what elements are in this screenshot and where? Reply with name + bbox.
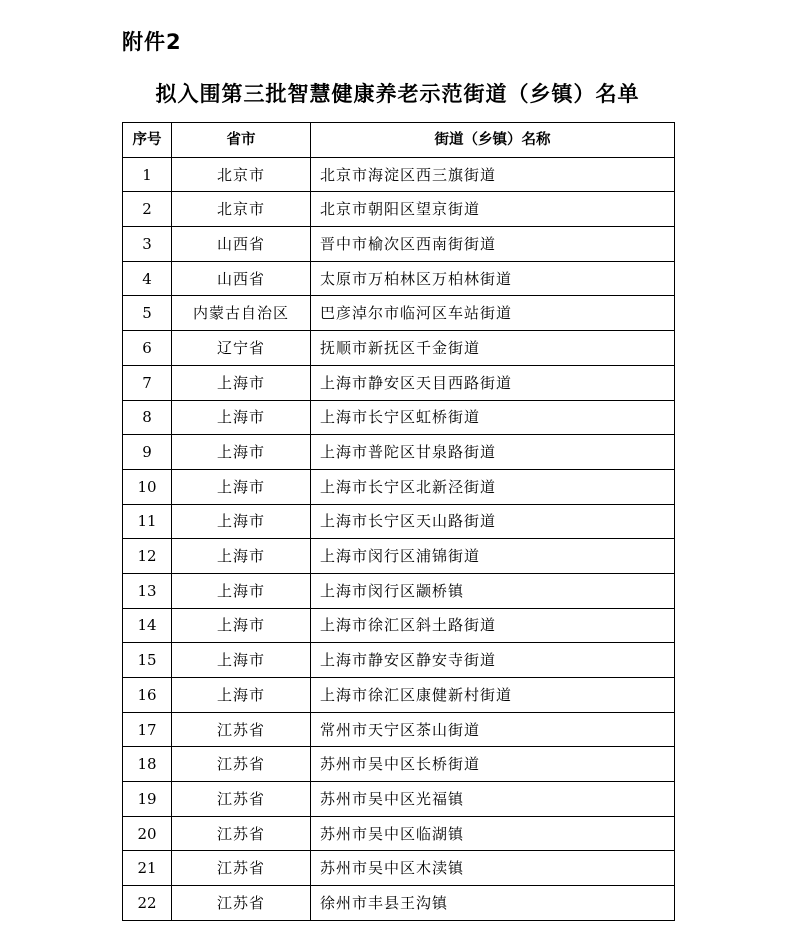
row-street-name: 苏州市吴中区木渎镇: [311, 851, 675, 886]
row-street-name: 上海市闵行区颛桥镇: [311, 573, 675, 608]
row-province: 上海市: [172, 678, 311, 713]
row-number: 8: [123, 400, 172, 435]
row-province: 上海市: [172, 608, 311, 643]
table-header-row: [123, 123, 675, 158]
row-province: 北京市: [172, 192, 311, 227]
table-row: [123, 886, 675, 921]
row-street-name: 抚顺市新抚区千金街道: [311, 331, 675, 366]
table-row: [123, 157, 675, 192]
document-title: 拟入围第三批智慧健康养老示范街道（乡镇）名单: [155, 82, 640, 106]
row-street-name: 上海市静安区静安寺街道: [311, 643, 675, 678]
row-number: 1: [123, 157, 172, 192]
row-province: 江苏省: [172, 886, 311, 921]
row-number: 9: [123, 435, 172, 470]
table-row: [123, 573, 675, 608]
row-street-name: 常州市天宁区茶山街道: [311, 712, 675, 747]
row-province: 上海市: [172, 469, 311, 504]
table-row: [123, 782, 675, 817]
row-street-name: 上海市长宁区天山路街道: [311, 504, 675, 539]
row-province: 内蒙古自治区: [172, 296, 311, 331]
row-street-name: 上海市长宁区虹桥街道: [311, 400, 675, 435]
table-row: [123, 227, 675, 262]
table-row: [123, 365, 675, 400]
row-number: 13: [123, 573, 172, 608]
row-number: 2: [123, 192, 172, 227]
row-province: 上海市: [172, 400, 311, 435]
table-row: [123, 608, 675, 643]
row-street-name: 晋中市榆次区西南街街道: [311, 227, 675, 262]
row-number: 21: [123, 851, 172, 886]
table-row: [123, 469, 675, 504]
table-row: [123, 816, 675, 851]
row-street-name: 徐州市丰县王沟镇: [311, 886, 675, 921]
row-province: 江苏省: [172, 747, 311, 782]
table-row: [123, 261, 675, 296]
table-row: [123, 747, 675, 782]
row-number: 16: [123, 678, 172, 713]
row-number: 18: [123, 747, 172, 782]
row-street-name: 太原市万柏林区万柏林街道: [311, 261, 675, 296]
table-row: [123, 296, 675, 331]
table-row: [123, 539, 675, 574]
row-province: 辽宁省: [172, 331, 311, 366]
row-street-name: 上海市徐汇区斜土路街道: [311, 608, 675, 643]
table-row: [123, 331, 675, 366]
row-province: 上海市: [172, 435, 311, 470]
table-row: [123, 643, 675, 678]
row-number: 6: [123, 331, 172, 366]
row-province: 上海市: [172, 365, 311, 400]
nominee-table: [122, 122, 675, 921]
row-street-name: 北京市海淀区西三旗街道: [311, 157, 675, 192]
row-number: 5: [123, 296, 172, 331]
row-number: 4: [123, 261, 172, 296]
row-number: 22: [123, 886, 172, 921]
row-province: 山西省: [172, 261, 311, 296]
row-street-name: 苏州市吴中区光福镇: [311, 782, 675, 817]
row-province: 北京市: [172, 157, 311, 192]
table-row: [123, 400, 675, 435]
row-number: 15: [123, 643, 172, 678]
row-number: 10: [123, 469, 172, 504]
row-street-name: 苏州市吴中区长桥街道: [311, 747, 675, 782]
table-row: [123, 192, 675, 227]
row-number: 19: [123, 782, 172, 817]
row-province: 上海市: [172, 504, 311, 539]
row-street-name: 巴彦淖尔市临河区车站街道: [311, 296, 675, 331]
row-street-name: 上海市静安区天目西路街道: [311, 365, 675, 400]
row-province: 江苏省: [172, 816, 311, 851]
row-province: 上海市: [172, 643, 311, 678]
table-row: [123, 504, 675, 539]
row-province: 上海市: [172, 539, 311, 574]
header-serial-number: 序号: [123, 123, 172, 158]
row-province: 上海市: [172, 573, 311, 608]
row-street-name: 上海市闵行区浦锦街道: [311, 539, 675, 574]
row-province: 江苏省: [172, 851, 311, 886]
row-street-name: 上海市普陀区甘泉路街道: [311, 435, 675, 470]
row-number: 11: [123, 504, 172, 539]
row-street-name: 北京市朝阳区望京街道: [311, 192, 675, 227]
table-row: [123, 712, 675, 747]
table-row: [123, 678, 675, 713]
attachment-label: 附件2: [122, 30, 182, 54]
table-row: [123, 851, 675, 886]
table-body: [123, 157, 675, 920]
row-number: 20: [123, 816, 172, 851]
row-number: 7: [123, 365, 172, 400]
row-street-name: 上海市徐汇区康健新村街道: [311, 678, 675, 713]
row-number: 3: [123, 227, 172, 262]
row-number: 17: [123, 712, 172, 747]
row-street-name: 苏州市吴中区临湖镇: [311, 816, 675, 851]
header-province: 省市: [172, 123, 311, 158]
row-street-name: 上海市长宁区北新泾街道: [311, 469, 675, 504]
table-row: [123, 435, 675, 470]
row-province: 江苏省: [172, 712, 311, 747]
row-number: 12: [123, 539, 172, 574]
row-province: 江苏省: [172, 782, 311, 817]
row-number: 14: [123, 608, 172, 643]
row-province: 山西省: [172, 227, 311, 262]
header-street-name: 街道（乡镇）名称: [311, 123, 675, 158]
